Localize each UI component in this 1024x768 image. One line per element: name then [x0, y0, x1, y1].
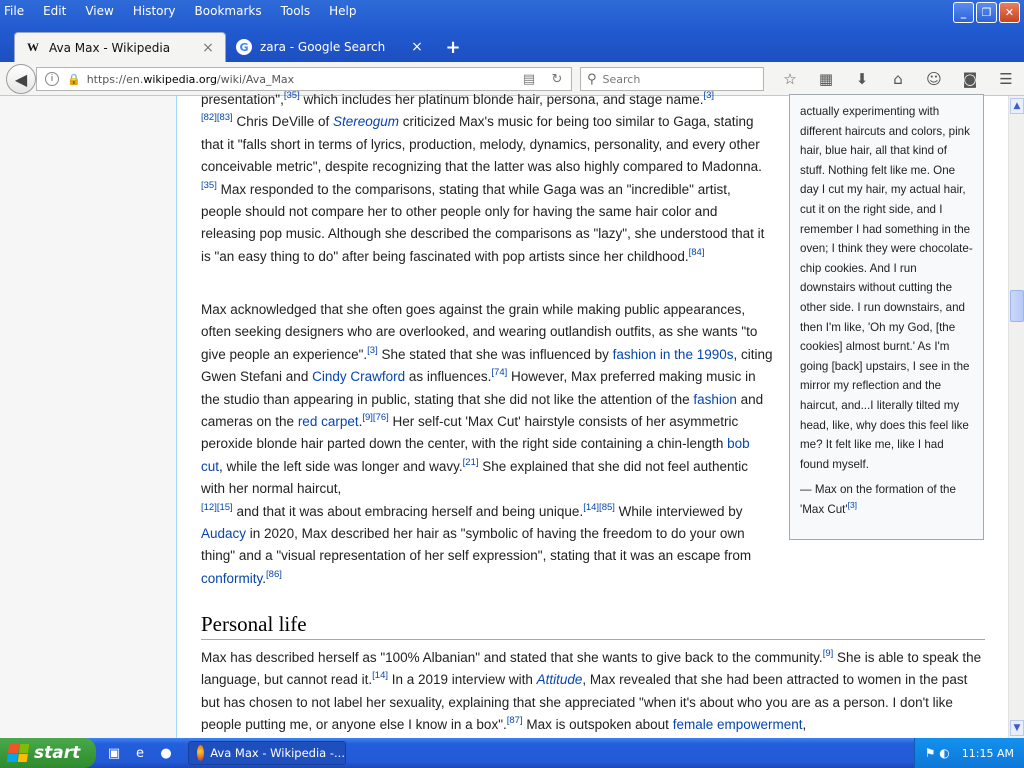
menu-history[interactable]: History — [132, 4, 176, 18]
start-label: start — [34, 743, 81, 763]
tab-strip — [0, 28, 1024, 62]
link-bob-cut[interactable]: bob cut — [201, 436, 750, 474]
wikipedia-icon: W — [27, 40, 39, 54]
article-body — [176, 90, 1008, 738]
link-fashion-1990s[interactable]: fashion in the 1990s — [612, 346, 734, 362]
paragraph-fashion: Max acknowledged that she often goes against the grain while making public appearances, often seeking designers who are overlooked, and wearing outlandish outfits, as she wants "to give people an experience".[3] She stated that she was influenced by fashion in the 1990s, citing Gwen Stefani and Cindy Crawford as influences.[74] However, Max preferred making music in the studio than appearing in public, stating that she did not like the attention of the fashion and cameras on the red carpet.[9][76] Her self-cut 'Max Cut' hairstyle consists of her asymmetric peroxide blonde hair parted down the center, with the right side containing a chin-length bob cut, while the left side was longer and wavy.[21] She explained that she did not feel authentic with her normal haircut, [12][15] and that it was about embracing herself and being unique.[14][85] While interviewed by Audacy in 2020, Max described her hair as "symbolic of having the freedom to do your own thing" and a "visual representation of her self expression", stating that it was an escape from conformity.[86] — [201, 302, 773, 586]
citation[interactable]: [14][85] — [583, 501, 615, 513]
search-icon: ⚲ — [587, 71, 597, 87]
citation[interactable]: [9][76] — [362, 412, 389, 424]
link-attitude[interactable]: Attitude — [536, 672, 583, 688]
scroll-down-icon[interactable]: ▼ — [1010, 720, 1024, 736]
reader-view-icon[interactable]: ▤ — [522, 71, 536, 87]
quote-attribution: — Max on the formation of the 'Max Cut'[3] — [800, 483, 956, 516]
lock-icon: 🔒 — [67, 72, 81, 86]
internet-explorer-icon[interactable]: e — [136, 745, 144, 761]
citation[interactable]: [3] — [367, 344, 378, 356]
citation[interactable]: [84] — [688, 246, 705, 258]
menu-bookmarks[interactable]: Bookmarks — [194, 4, 262, 18]
close-tab-icon[interactable]: × — [202, 39, 214, 56]
tab-label: zara - Google Search — [260, 40, 386, 54]
citation[interactable]: [35] — [283, 90, 300, 101]
search-input[interactable] — [580, 67, 764, 91]
citation[interactable]: [3] — [703, 90, 715, 101]
toolbar-icons — [772, 68, 1024, 90]
section-heading-personal-life: Personal life — [201, 612, 985, 640]
window-controls — [953, 2, 1020, 23]
windows-flag-icon — [7, 744, 30, 762]
citation[interactable]: [82][83] — [201, 112, 233, 124]
citation[interactable]: [21] — [462, 456, 479, 468]
link-cindy-crawford[interactable]: Cindy Crawford — [312, 369, 406, 385]
scrollbar-thumb[interactable] — [1010, 290, 1024, 322]
menu-tools[interactable]: Tools — [280, 4, 311, 18]
search-placeholder: Search — [602, 72, 641, 86]
citation[interactable]: [87] — [506, 715, 523, 727]
back-arrow-icon[interactable]: ◀ — [6, 64, 36, 94]
quick-launch — [104, 743, 176, 763]
system-tray — [914, 738, 1024, 768]
citation[interactable]: [12][15] — [201, 501, 233, 513]
quote-text: actually experimenting with different haircuts and colors, pink hair, blue hair, all that kind of stuff. Nothing felt like me. One day I cut my hair, my actual hair, cut it on the right side, and I remember I had something in the oven; I think they were chocolate-chip cookies. And I run downstairs without cutting the other side. I run downstairs, and then I'm like, 'Oh my God, [the cookies] almost burnt.' As I'm going [back] upstairs, I see in the mirror my reflection and the haircut, and...I literally tilted my head, like, why does this feel like me? It felt like me, like I had found myself. — [800, 105, 973, 471]
google-icon: G — [236, 39, 252, 55]
scroll-up-icon[interactable]: ▲ — [1010, 98, 1024, 114]
link-red-carpet[interactable]: red carpet — [297, 414, 359, 430]
smiley-icon[interactable]: ☺ — [926, 70, 942, 88]
menu-bar — [0, 0, 376, 22]
close-tab-icon[interactable]: × — [411, 39, 423, 55]
download-icon[interactable]: ⬇ — [855, 70, 869, 88]
firefox-icon[interactable]: ● — [160, 745, 172, 761]
citation[interactable]: [35] — [201, 179, 217, 191]
link-audacy[interactable]: Audacy — [201, 526, 247, 542]
page-viewport — [0, 90, 1008, 738]
close-window-button[interactable]: ✕ — [999, 2, 1020, 23]
tab-zara-search[interactable] — [226, 32, 434, 62]
firefox-icon — [197, 745, 204, 761]
citation[interactable]: [9] — [822, 648, 834, 659]
taskbar-item-label: Ava Max - Wikipedia -... — [210, 746, 345, 760]
menu-file[interactable]: File — [4, 4, 25, 18]
link-fashion[interactable]: fashion — [693, 391, 737, 407]
menu-view[interactable]: View — [85, 4, 114, 18]
url-text[interactable]: https://en.wikipedia.org/wiki/Ava_Max — [86, 72, 295, 86]
minimize-button[interactable]: _ — [953, 2, 974, 23]
paragraph-personal-life: Max has described herself as "100% Albanian" and stated that she wants to give back to the community.[9] She is able to speak the language, but cannot read it.[14] In a 2019 interview with Attitude, Max revealed that she had been attracted to women in the past but has chosen to not label her sexuality, explaining that she appreciated "when it's about who you are as a person. I don't like people putting me, or anyone else I know in a box".[87] Max is outspoken about female empowerment, — [201, 648, 982, 733]
reload-icon[interactable]: ↻ — [551, 71, 563, 87]
link-female-empowerment[interactable]: female empowerment — [672, 717, 803, 733]
tray-icons[interactable]: ⚑ ◐ — [924, 746, 950, 760]
citation[interactable]: [14] — [372, 670, 388, 682]
home-icon[interactable]: ⌂ — [893, 70, 903, 88]
tab-ava-max[interactable] — [14, 32, 226, 62]
link-conformity[interactable]: conformity — [201, 570, 263, 586]
link-stereogum[interactable]: Stereogum — [333, 114, 400, 130]
info-icon[interactable]: i — [45, 72, 59, 86]
paragraph-comparisons: presentation",[35] which includes her platinum blonde hair, persona, and stage name.[3] [82][83] Chris DeVille of Stereogum criticized Max's music for being too similar to Gaga, stating that it "falls short in terms of lyrics, production, melody, dynamics, personality, and every other conceivable metric", despite recognizing that the latter was also highly compared to Madonna.[35] Max responded to the comparisons, stating that while Gaga was an "incredible" artist, people should not compare her to other people only for having the same hair color and releasing pop music. Although she described the comparisons as "lazy", she understood that it is "an easy thing to do" after being fascinated with pop artists since her childhood.[84] — [201, 90, 765, 264]
url-bar[interactable] — [36, 67, 572, 91]
taskbar-item-firefox[interactable] — [188, 741, 346, 765]
taskbar — [0, 738, 1024, 768]
pocket-icon[interactable]: ◙ — [962, 70, 978, 88]
hamburger-menu-icon[interactable]: ☰ — [999, 70, 1013, 88]
maximize-button[interactable]: ❐ — [976, 2, 997, 23]
menu-edit[interactable]: Edit — [43, 4, 67, 18]
clock: 11:15 AM — [961, 746, 1014, 760]
bookmarks-list-icon[interactable]: ▦ — [818, 70, 834, 88]
new-tab-icon[interactable]: + — [445, 36, 461, 58]
citation[interactable]: [74] — [491, 367, 508, 379]
explorer-icon[interactable]: ▣ — [107, 745, 121, 761]
bookmark-star-icon[interactable]: ☆ — [783, 70, 797, 88]
vertical-scrollbar[interactable] — [1008, 96, 1024, 738]
citation[interactable]: [3] — [847, 499, 858, 510]
citation[interactable]: [86] — [266, 568, 282, 580]
tab-label: Ava Max - Wikipedia — [49, 40, 171, 55]
quote-box — [789, 94, 984, 540]
browser-title-area — [0, 0, 1024, 62]
start-button[interactable] — [0, 738, 96, 768]
menu-help[interactable]: Help — [329, 4, 357, 18]
